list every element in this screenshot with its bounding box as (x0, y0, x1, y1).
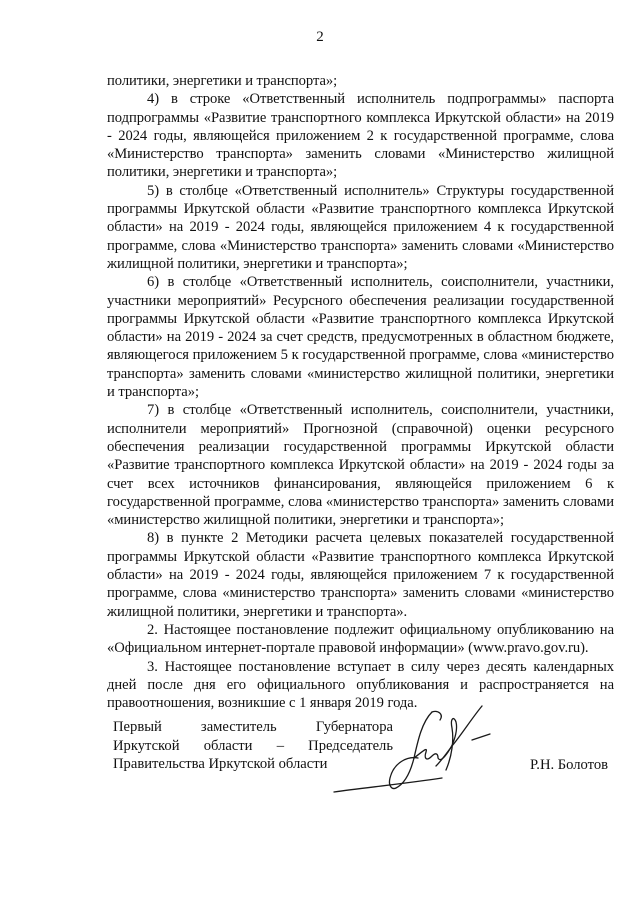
paragraph: 3. Настоящее постановление вступает в силу через десять календарных дней после дня его официального опубликования и распространяется на правоотношения, возникшие с 1 января 2019 года. (107, 658, 614, 712)
paragraph: 7) в столбце «Ответственный исполнитель, соисполнители, участники, исполнители мероприятий» Прогнозной (справочной) оценки ресурсного обеспечения реализации государственной программы Иркутской области «Развитие транспортного комплекса Иркутской области» на 2019 - 2024 годы за счет всех источников финансирования, являющейся приложением 6 к государственной программе, слова «министерство транспорта» заменить словами «министерство жилищной политики, энергетики и транспорта»; (107, 402, 614, 529)
document-body (107, 72, 614, 712)
paragraph: 6) в столбце «Ответственный исполнитель, соисполнители, участники, участники мероприятий» Ресурсного обеспечения реализации государственной программы Иркутской области «Развитие транспортного комплекса Иркутской области» на 2019 - 2024 за счет средств, предусмотренных в областном бюджете, являющегося приложением 5 к государственной программе, слова «министерство транспорта» заменить словами «министерство жилищной политики, энергетики и транспорта»; (107, 274, 614, 401)
paragraph: 2. Настоящее постановление подлежит официальному опубликованию на «Официальном интернет-портале правовой информации» (www.pravo.gov.ru). (107, 621, 614, 657)
paragraph: 8) в пункте 2 Методики расчета целевых показателей государственной программы Иркутской области «Развитие транспортного комплекса Иркутской области» на 2019 - 2024 годы, являющейся приложением 7 к государственной программе, слова «министерство транспорта» заменить словами «министерство жилищной политики, энергетики и транспорта». (107, 530, 614, 620)
paragraph: 4) в строке «Ответственный исполнитель подпрограммы» паспорта подпрограммы «Развитие транспортного комплекса Иркутской области» на 2019 - 2024 годы, являющейся приложением 2 к государственной программе, слова «Министерство транспорта» заменить словами «Министерство жилищной политики, энергетики и транспорта»; (107, 91, 614, 181)
paragraph: политики, энергетики и транспорта»; (107, 73, 338, 89)
signer-name: Р.Н. Болотов (530, 757, 609, 773)
signatory-title-line: Иркутской области – Председатель (113, 737, 393, 754)
handwritten-signature (322, 700, 502, 800)
paragraph: 5) в столбце «Ответственный исполнитель» Структуры государственной программы Иркутской области «Развитие транспортного комплекса Иркутской области» на 2019 - 2024 годы, являющейся приложением 4 к государственной программе, слова «Министерство транспорта» заменить словами «Министерство жилищной политики, энергетики и транспорта»; (107, 182, 614, 272)
page-number: 2 (316, 29, 324, 45)
signatory-title-line: Правительства Иркутской области (113, 756, 328, 772)
signatory-title-line: Первый заместитель Губернатора (113, 719, 393, 735)
